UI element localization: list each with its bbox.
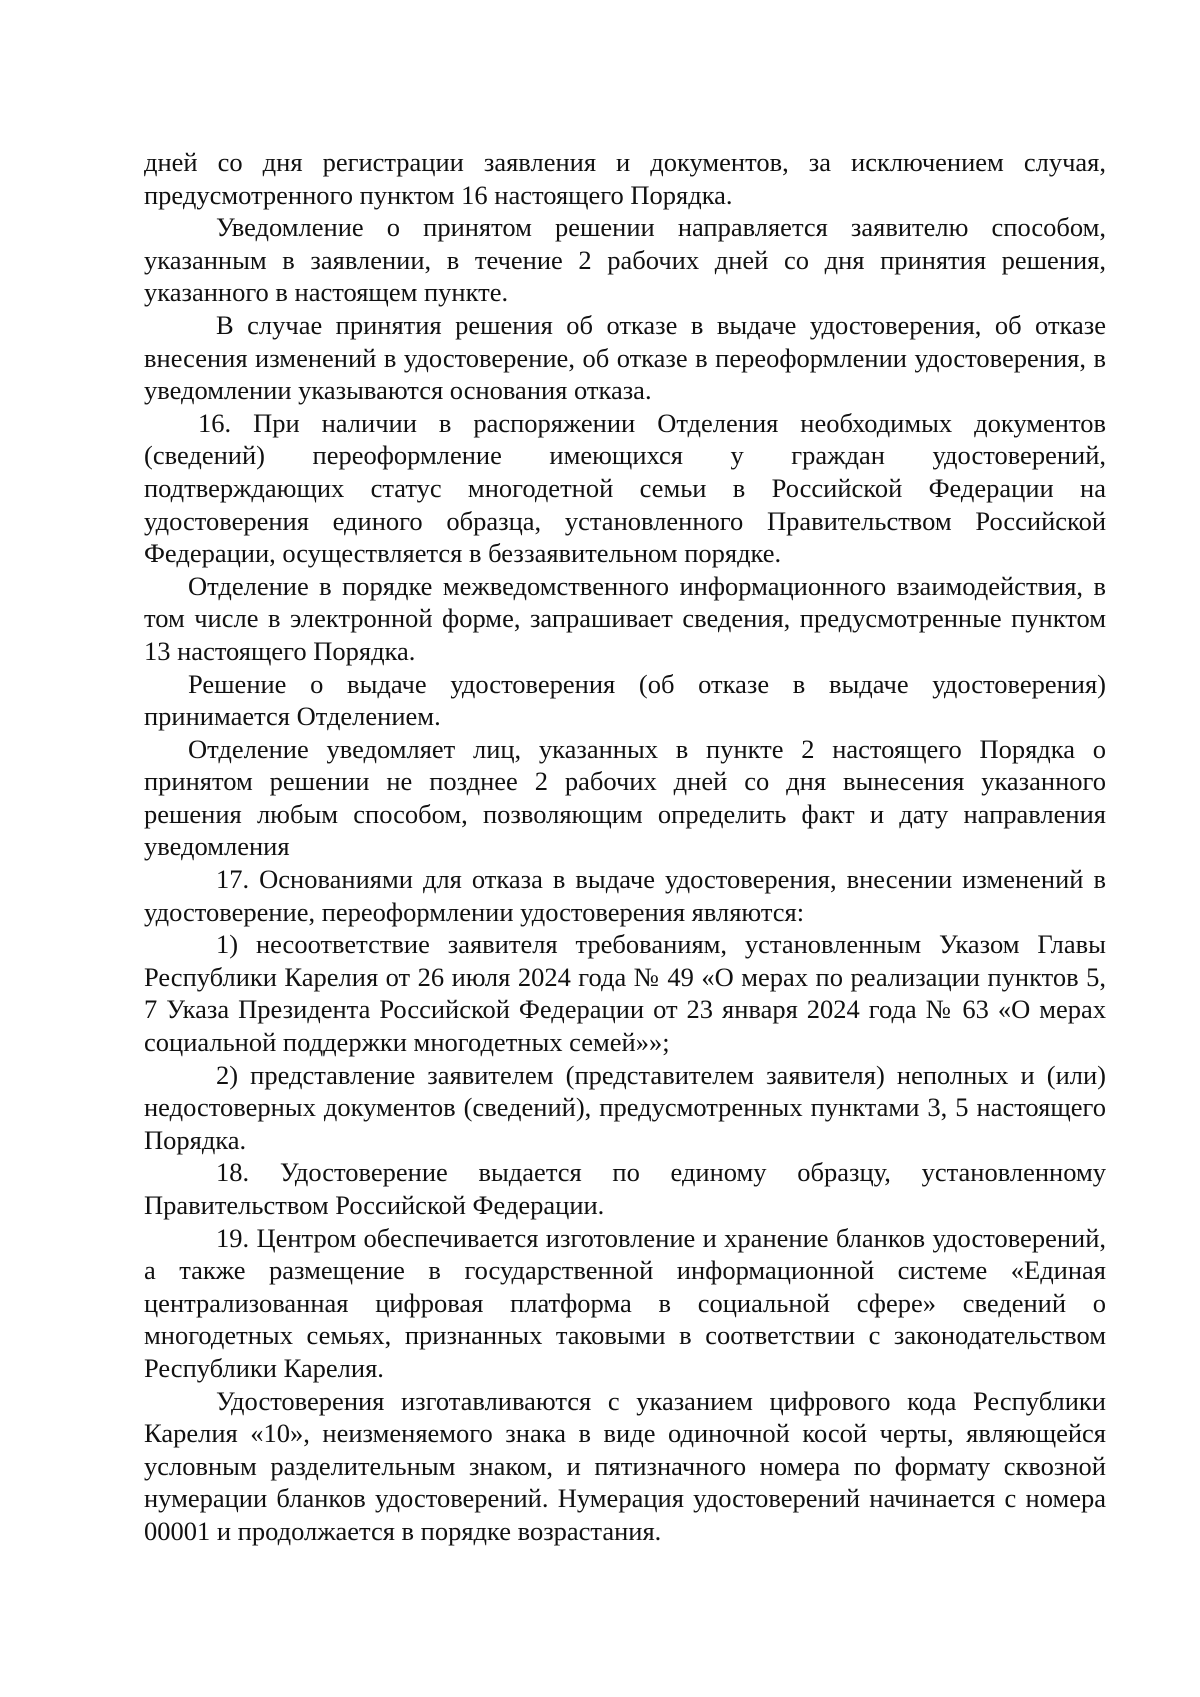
paragraph-notification-method: Уведомление о принятом решении направляется заявителю способом, указанным в заявлении, в течение 2 рабочих дней со дня принятия решения, указанного в настоящем пункте. [144,212,1106,308]
paragraph-item-17-sub-2: 2) представление заявителем (представителем заявителя) неполных и (или) недостоверных документов (сведений), предусмотренных пунктами 3, 5 настоящего Порядка. [144,1059,1106,1155]
paragraph-item-17: 17. Основаниями для отказа в выдаче удостоверения, внесении изменений в удостоверение, переоформлении удостоверения являются: [144,864,1106,927]
paragraph-decision-authority: Решение о выдаче удостоверения (об отказе в выдаче удостоверения) принимается Отделением. [144,668,1106,732]
paragraph-item-19: 19. Центром обеспечивается изготовление и хранение бланков удостоверений, а также размещение в государственной информационной системе «Единая централизованная цифровая платформа в социальной сфере» сведений о многодетных семьях, признанных таковыми в соответствии с законодательством Республики Карелия. [144,1222,1106,1383]
document-page [144,146,1106,1548]
paragraph-continuation-decision-term: дней со дня регистрации заявления и документов, за исключением случая, предусмотренного пунктом 16 настоящего Порядка. [144,147,1106,210]
paragraph-item-16: 16. При наличии в распоряжении Отделения необходимых документов (сведений) переоформление имеющихся у граждан удостоверений, подтверждающих статус многодетной семьи в Российской Федерации на удостоверения единого образца, установленного Правительством Российской Федерации, осуществляется в беззаявительном порядке. [144,407,1106,569]
paragraph-numbering-format: Удостоверения изготавливаются с указанием цифрового кода Республики Карелия «10», неизменяемого знака в виде одиночной косой черты, являющейся условным разделительным знаком, и пятизначного номера по формату сквозной нумерации бланков удостоверений. Нумерация удостоверений начинается с номера 00001 и продолжается в порядке возрастания. [144,1385,1106,1546]
paragraph-refusal-grounds-notice: В случае принятия решения об отказе в выдаче удостоверения, об отказе внесения изменений в удостоверение, об отказе в переоформлении удостоверения, в уведомлении указываются основания отказа. [144,309,1106,406]
paragraph-item-17-sub-1: 1) несоответствие заявителя требованиям, установленным Указом Главы Республики Карелия от 26 июля 2024 года № 49 «О мерах по реализации пунктов 5, 7 Указа Президента Российской Федерации от 23 января 2024 года № 63 «О мерах социальной поддержки многодетных семей»»; [144,929,1106,1058]
paragraph-item-18: 18. Удостоверение выдается по единому образцу, установленному Правительством Российской Федерации. [144,1157,1106,1220]
paragraph-decision-notification: Отделение уведомляет лиц, указанных в пункте 2 настоящего Порядка о принятом решении не позднее 2 рабочих дней со дня вынесения указанного решения любым способом, позволяющим определить факт и дату направления уведомления [144,733,1106,862]
paragraph-interagency-request: Отделение в порядке межведомственного информационного взаимодействия, в том числе в электронной форме, запрашивает сведения, предусмотренные пунктом 13 настоящего Порядка. [144,570,1106,666]
